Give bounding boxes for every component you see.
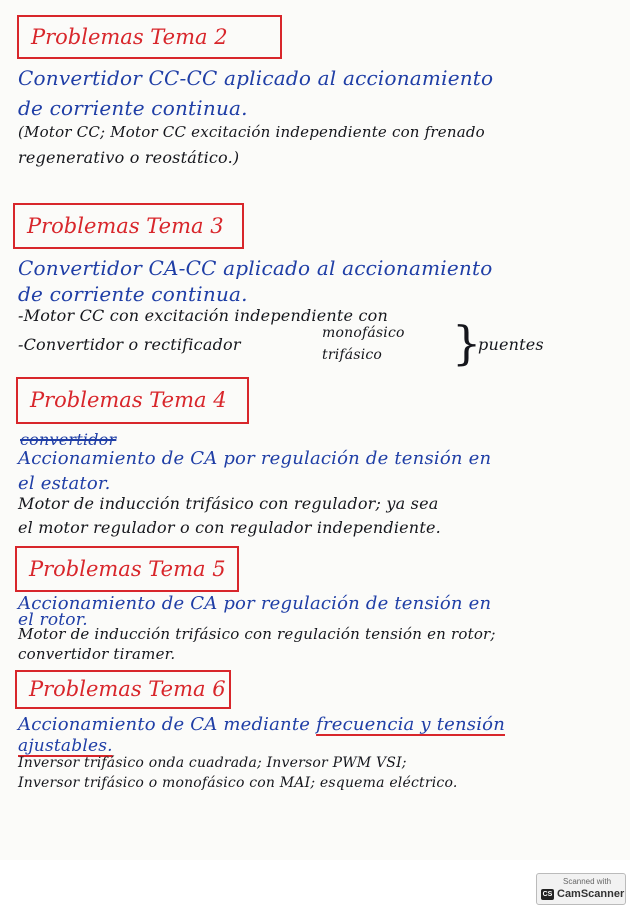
section-6-line-2: ajustables.: [18, 736, 113, 756]
section-5-line-1: Accionamiento de CA por regulación de tensión en: [18, 593, 492, 614]
section-6-line-1: [18, 716, 505, 734]
section-3-option-trifasico: trifásico: [322, 347, 383, 363]
section-4-line-4: el motor regulador o con regulador independiente.: [18, 518, 441, 537]
section-3-line-1: Convertidor CA-CC aplicado al accionamiento: [18, 256, 493, 280]
section-title-tema-3: Problemas Tema 3: [13, 203, 244, 249]
section-title-tema-5: Problemas Tema 5: [15, 546, 239, 592]
section-6-line-4: Inversor trifásico o monofásico con MAI; esquema eléctrico.: [18, 775, 458, 791]
section-title-tema-4: Problemas Tema 4: [16, 377, 249, 424]
section-6-line-3: Inversor trifásico onda cuadrada; Inversor PWM VSI;: [18, 755, 407, 771]
camscanner-logo-icon: CS: [542, 891, 553, 898]
section-2-line-2: de corriente continua.: [18, 96, 248, 120]
section-5-line-4: convertidor tiramer.: [18, 645, 176, 663]
section-5-line-2: el rotor.: [18, 610, 88, 630]
section-3-puentes: puentes: [478, 335, 544, 354]
section-3-option-monofasico: monofásico: [322, 325, 405, 341]
scanned-with-text: Scanned with: [563, 877, 612, 886]
section-title-tema-6: Problemas Tema 6: [15, 670, 231, 709]
section-6-line-1a: Accionamiento de CA mediante: [18, 714, 311, 735]
section-4-line-2: el estator.: [18, 473, 111, 494]
section-3-line-3: -Motor CC con excitación independiente con: [18, 306, 388, 325]
section-3-line-2: de corriente continua.: [18, 282, 248, 306]
right-brace: }: [452, 316, 482, 370]
section-4-struck-word: convertidor: [20, 430, 117, 449]
camscanner-badge: [536, 873, 626, 905]
camscanner-text: CamScanner: [557, 888, 625, 900]
section-title-tema-2: Problemas Tema 2: [17, 15, 282, 59]
section-5-line-3: Motor de inducción trifásico con regulación tensión en rotor;: [18, 625, 496, 643]
section-4-line-3: Motor de inducción trifásico con regulador; ya sea: [18, 494, 439, 513]
section-4-line-1: Accionamiento de CA por regulación de tensión en: [18, 448, 492, 469]
section-3-line-4: -Convertidor o rectificador: [18, 335, 241, 354]
section-2-line-3: (Motor CC; Motor CC excitación independiente con frenado: [18, 123, 485, 141]
section-2-line-1: Convertidor CC-CC aplicado al accionamiento: [18, 66, 494, 90]
section-6-underlined-phrase: frecuencia y tensión: [316, 714, 505, 735]
section-2-line-4: regenerativo o reostático.): [18, 148, 240, 167]
